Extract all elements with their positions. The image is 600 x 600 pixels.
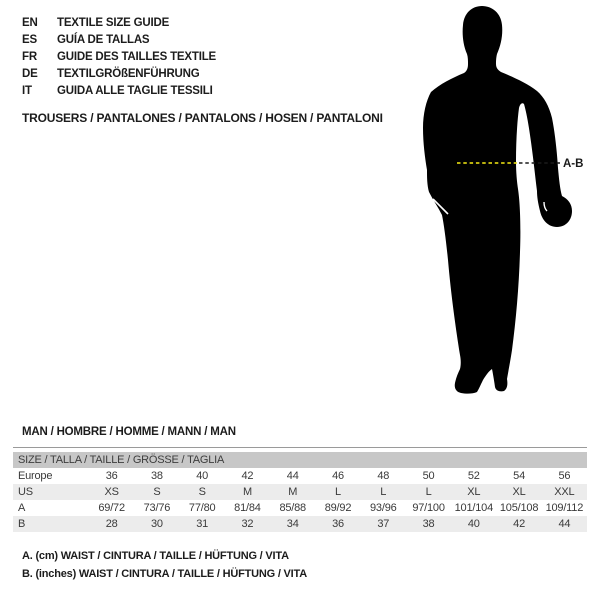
man-silhouette-figure [400,0,600,420]
size-value: 34 [286,518,299,530]
size-row-us [13,484,587,500]
size-value: 42 [241,470,254,482]
lang-label: GUIDA ALLE TAGLIE TESSILI [57,84,213,97]
size-value: XL [512,486,526,498]
lang-row-es [22,31,216,48]
size-value: 52 [467,470,480,482]
size-value: 73/76 [143,502,171,514]
size-value: 38 [422,518,435,530]
lang-row-en [22,14,216,31]
size-value: 54 [513,470,525,482]
size-value: 44 [558,518,571,530]
size-value: 36 [105,470,118,482]
size-value: M [288,486,298,498]
size-value: 28 [105,518,118,530]
size-value: S [198,486,206,498]
garment-type-title: TROUSERS / PANTALONES / PANTALONS / HOSEN / PANTALONI [22,111,383,125]
size-row-a [13,500,587,516]
size-value: 69/72 [98,502,125,514]
size-value: 89/92 [324,502,352,514]
size-table-header: SIZE / TALLA / TAILLE / GRÖSSE / TAGLIA [13,452,587,468]
gender-title: MAN / HOMBRE / HOMME / MANN / MAN [22,426,236,438]
size-value: 48 [377,470,390,482]
lang-code: DE [22,67,38,80]
note-b: B. (inches) WAIST / CINTURA / TAILLE / HÜFTUNG / VITA [22,568,307,580]
lang-label: TEXTILE SIZE GUIDE [57,16,170,29]
lang-code: IT [22,84,32,97]
row-label: A [18,502,26,514]
size-value: XXL [554,486,575,498]
size-value: 32 [241,518,254,530]
lang-code: ES [22,33,37,46]
size-value: 50 [422,470,435,482]
size-value: 40 [467,518,480,530]
lang-code: EN [22,16,38,29]
row-label: B [18,518,26,530]
size-value: 93/96 [370,502,397,514]
size-value: 81/84 [234,502,261,514]
size-table [13,447,587,532]
size-value: 37 [377,518,390,530]
lang-label: GUÍA DE TALLAS [57,33,150,46]
size-value: 85/88 [279,502,306,514]
lang-code: FR [22,50,37,63]
size-value: L [335,486,341,498]
size-value: 44 [286,470,299,482]
size-value: 105/108 [499,502,539,514]
note-a: A. (cm) WAIST / CINTURA / TAILLE / HÜFTUNG / VITA [22,550,289,562]
language-title-list [22,14,216,99]
measurement-notes [22,550,307,586]
size-table-rows [13,468,587,532]
size-value: L [425,486,432,498]
size-value: 109/112 [545,502,584,514]
size-value: 40 [196,470,209,482]
size-value: XL [467,486,481,498]
size-value: 38 [150,470,163,482]
size-row-europe [13,468,587,484]
lang-row-it [22,82,216,99]
size-value: 42 [513,518,525,530]
size-value: 77/80 [188,502,216,514]
size-row-b [13,516,587,532]
lang-label: TEXTILGRÖßENFÜHRUNG [57,67,200,80]
size-value: 101/104 [454,502,493,514]
size-value: 46 [332,470,344,482]
lang-label: GUIDE DES TAILLES TEXTILE [57,50,216,63]
row-label: US [18,486,33,498]
lang-row-fr [22,48,216,65]
man-silhouette [423,6,572,394]
lang-row-de [22,65,216,82]
size-value: L [380,486,387,498]
size-value: 36 [332,518,344,530]
size-value: 30 [150,518,163,530]
size-value: 56 [558,470,571,482]
row-label: Europe [18,470,53,482]
size-value: S [153,486,161,498]
size-value: 31 [196,518,209,530]
size-value: XS [104,486,119,498]
size-value: M [242,486,252,498]
size-value: 97/100 [412,502,445,514]
waist-marker-label: A-B [563,158,584,170]
